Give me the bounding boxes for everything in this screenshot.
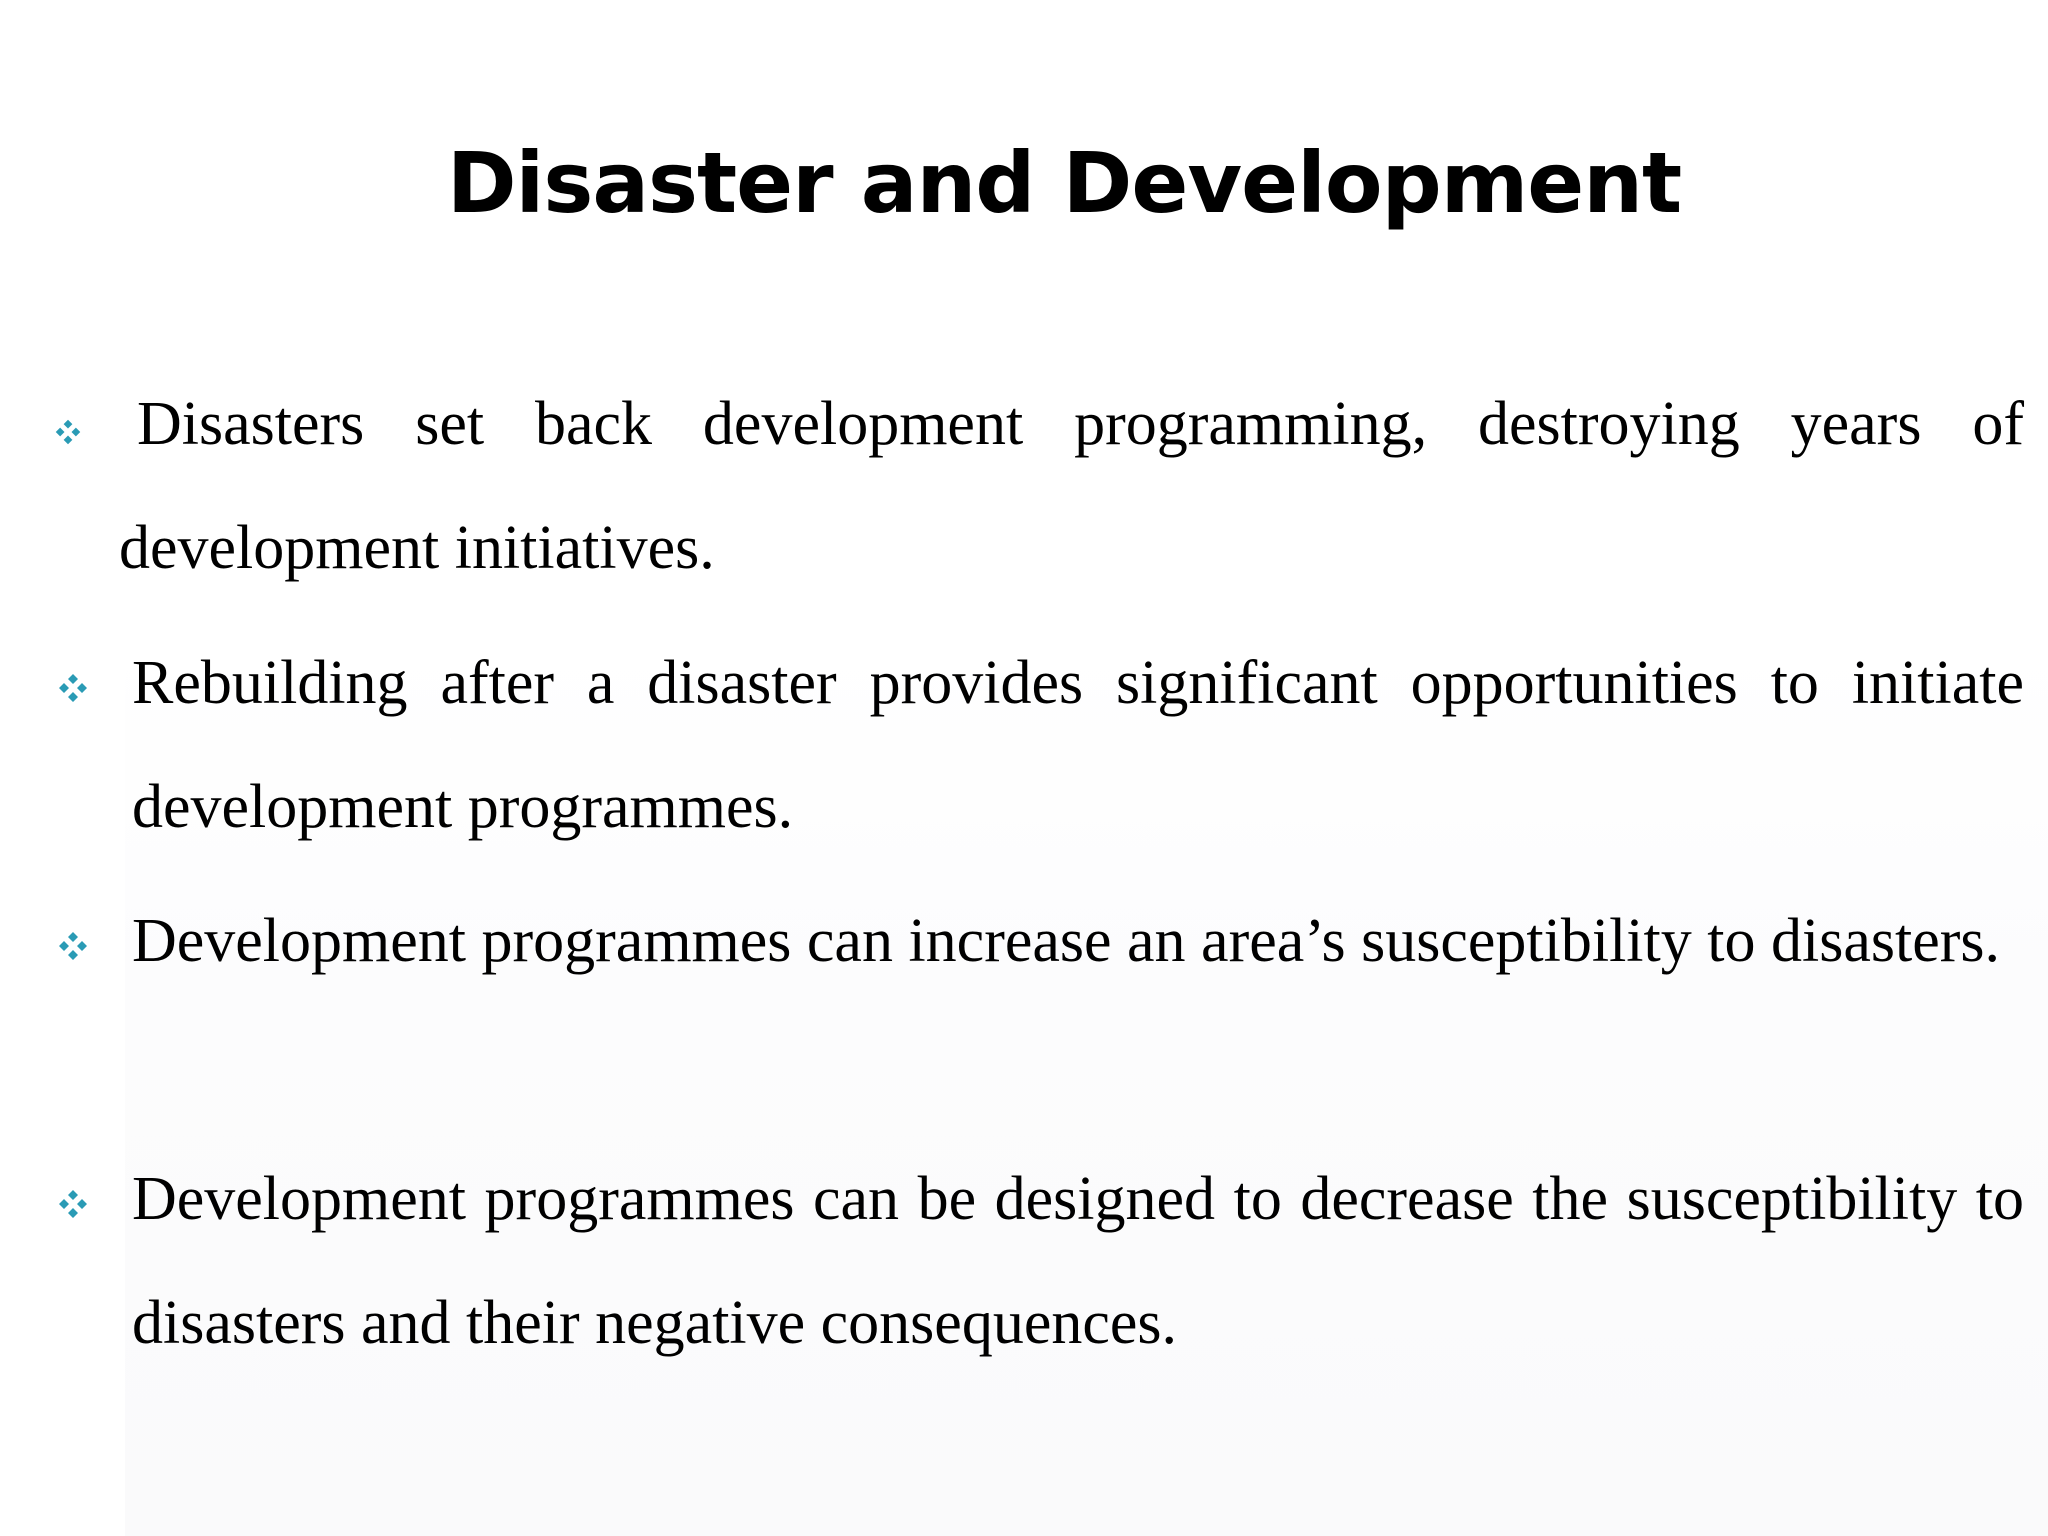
bullet-text: Development programmes can be designed to decrease the susceptibility to disasters and their negative consequences. [132, 1165, 2024, 1357]
bullet-text: Disasters set back development programming, destroying years of development initiatives. [119, 390, 2024, 582]
bullet-text: Rebuilding after a disaster provides significant opportunities to initiate development programmes. [132, 649, 2024, 841]
slide-title: Disaster and Development [446, 134, 1682, 232]
four-diamond-icon [57, 930, 89, 962]
four-diamond-icon [54, 418, 86, 450]
four-diamond-icon [57, 1188, 89, 1220]
four-diamond-icon [57, 672, 89, 704]
bullet-text: Development programmes can increase an area’s susceptibility to disasters. [132, 907, 2000, 975]
